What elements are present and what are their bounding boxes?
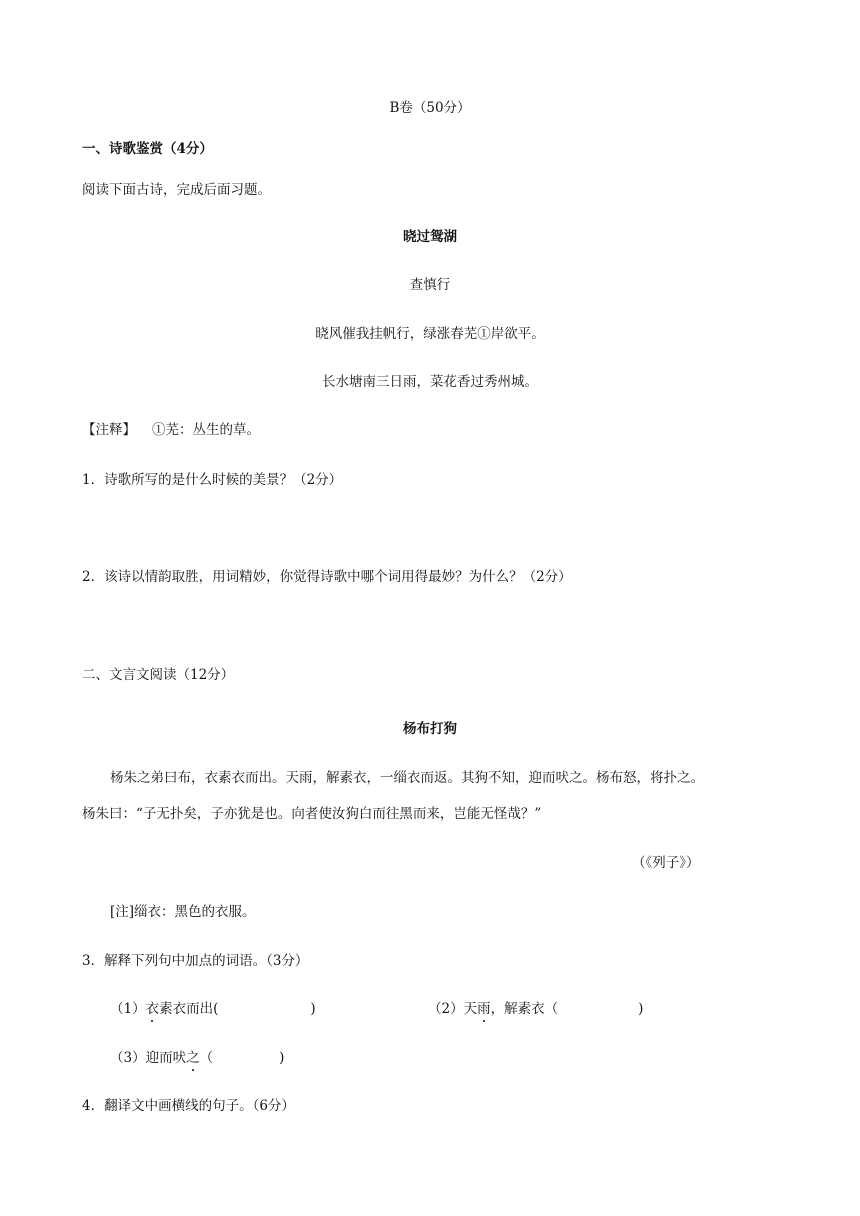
question-3: 3．解释下列句中加点的词语。（3分） <box>82 953 309 969</box>
part1-instruction: 阅读下面古诗，完成后面习题。 <box>82 182 271 198</box>
q3-item-1: （1）衣素衣而出( ) <box>110 1001 316 1017</box>
section-title: B卷（50分） <box>389 100 471 116</box>
note-label: 【注释】 <box>82 422 136 438</box>
question-1: 1．诗歌所写的是什么时候的美景？（2分） <box>82 472 343 488</box>
poem-line-1: 晓风催我挂帆行，绿涨春芜①岸欲平。 <box>315 326 545 342</box>
dotted-word: 衣 <box>145 1001 160 1017</box>
poem-note <box>82 418 860 438</box>
passage-note: [注]缁衣：黑色的衣服。 <box>110 904 256 920</box>
question-2: 2．该诗以情韵取胜，用词精妙，你觉得诗歌中哪个词用得最妙？为什么？（2分） <box>82 569 572 585</box>
passage-title: 杨布打狗 <box>403 721 457 737</box>
dotted-word: 之 <box>186 1050 200 1066</box>
dotted-word: 雨 <box>477 1001 491 1017</box>
poem-title: 晓过鸳湖 <box>403 229 457 245</box>
passage-line-1: 杨朱之弟曰布，衣素衣而出。天雨，解素衣，一缁衣而返。其狗不知，迎而吠之。杨布怒，将扑之。 <box>110 770 704 786</box>
part1-heading: 一、诗歌鉴赏（4分） <box>82 141 213 157</box>
poem-line-2: 长水塘南三日雨，菜花香过秀州城。 <box>322 374 538 390</box>
passage-line-2: 杨朱曰：“子无扑矣，子亦犹是也。向者使汝狗白而往黑而来，岂能无怪哉？” <box>82 806 542 822</box>
part2-heading: 二、文言文阅读（12分） <box>82 667 235 683</box>
passage-source: （《列子》） <box>632 855 700 871</box>
question-4: 4．翻译文中画横线的句子。（6分） <box>82 1098 295 1114</box>
poem-author: 查慎行 <box>409 277 451 293</box>
q3-item-2: （2）天雨，解素衣（ ) <box>428 1001 644 1017</box>
q3-item-3: （3）迎而吠之（ ) <box>110 1050 285 1066</box>
note-text: ①芜：丛生的草。 <box>152 422 260 438</box>
